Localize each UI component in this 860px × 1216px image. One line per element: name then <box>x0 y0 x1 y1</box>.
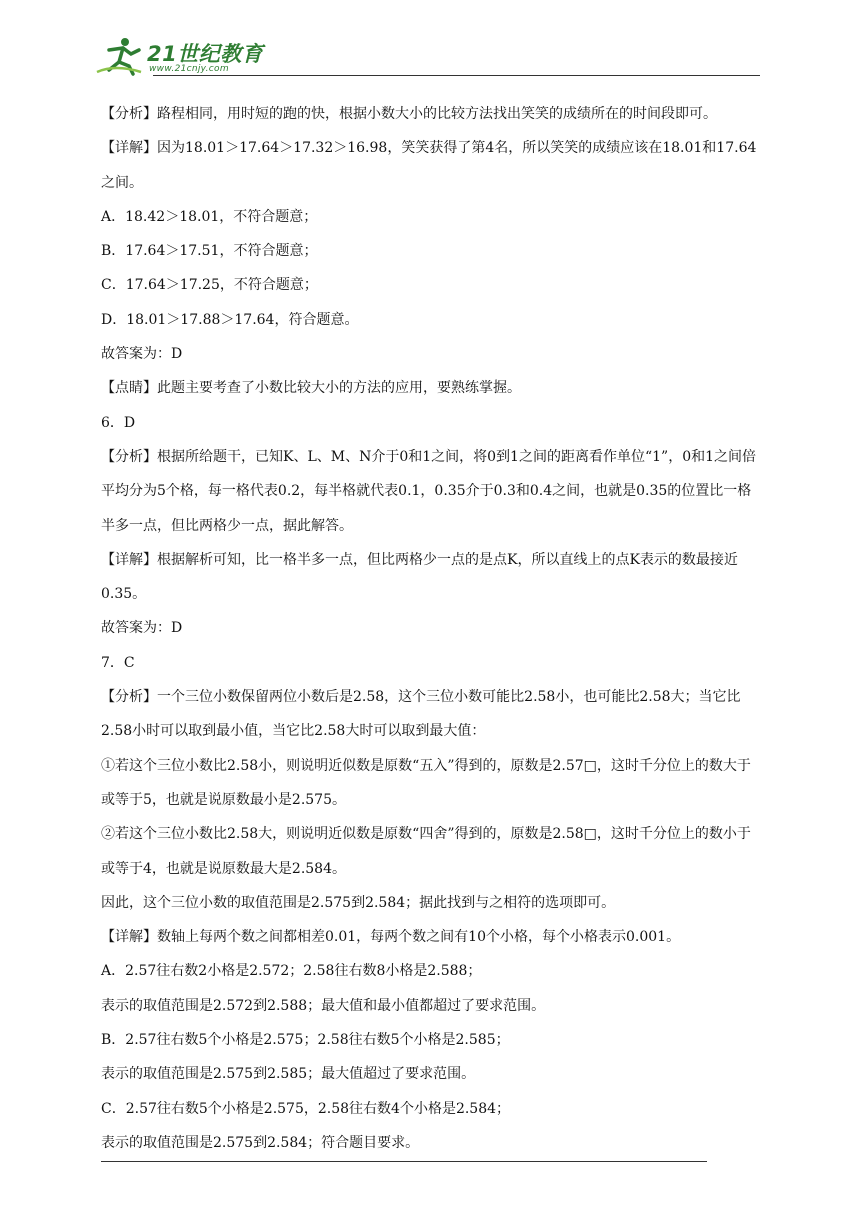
logo-text: 21世纪教育 <box>147 42 264 66</box>
paragraph: 【点睛】此题主要考查了小数比较大小的方法的应用，要熟练掌握。 <box>101 380 521 397</box>
paragraph: ①若这个三位小数比2.58小，则说明近似数是原数“五入”得到的，原数是2.57□，这时千分位上的数大于或等于5，也就是说原数最小是2.575。 <box>101 757 751 808</box>
footer-divider <box>101 1161 707 1162</box>
paragraph: 【分析】根据所给题干，已知K、L、M、N介于0和1之间，将0到1之间的距离看作单位“1”，0和1之间倍平均分为5个格，每一格代表0.2，每半格就代表0.1，0.35介于0.3和0.4之间，也就是0.35的位置比一格半多一点，但比两格少一点，据此解答。 <box>101 448 757 534</box>
logo <box>95 34 265 78</box>
paragraph: 表示的取值范围是2.575到2.585；最大值超过了要求范围。 <box>101 1066 476 1083</box>
paragraph: 【分析】一个三位小数保留两位小数后是2.58，这个三位小数可能比2.58小，也可能比2.58大；当它比2.58小时可以取到最小值，当它比2.58大时可以取到最大值： <box>101 689 741 740</box>
question-number: 6．D <box>101 414 136 431</box>
paragraph: C．17.64＞17.25，不符合题意； <box>101 277 318 294</box>
runner-logo-icon <box>95 36 145 76</box>
paragraph: D．18.01＞17.88＞17.64，符合题意。 <box>101 311 359 328</box>
paragraph: 故答案为：D <box>101 620 183 637</box>
document-body <box>101 97 761 1160</box>
paragraph: 【分析】路程相同，用时短的跑的快，根据小数大小的比较方法找出笑笑的成绩所在的时间段即可。 <box>101 106 717 122</box>
question-number: 7．C <box>101 654 135 671</box>
paragraph: 故答案为：D <box>101 346 183 363</box>
paragraph: 【详解】数轴上每两个数之间都相差0.01，每两个数之间有10个小格，每个小格表示0.001。 <box>101 929 681 946</box>
paragraph: ②若这个三位小数比2.58大，则说明近似数是原数“四舍”得到的，原数是2.58□，这时千分位上的数小于或等于4，也就是说原数最大是2.584。 <box>101 826 751 877</box>
paragraph: C．2.57往右数5个小格是2.575，2.58往右数4个小格是2.584； <box>101 1100 511 1117</box>
page-header <box>95 34 760 78</box>
paragraph: A．18.42＞18.01，不符合题意； <box>101 208 318 225</box>
paragraph: A．2.57往右数2小格是2.572；2.58往右数8小格是2.588； <box>101 963 482 980</box>
paragraph: B．2.57往右数5个小格是2.575；2.58往右数5个小格是2.585； <box>101 1032 510 1049</box>
paragraph: 【详解】因为18.01＞17.64＞17.32＞16.98，笑笑获得了第4名，所以笑笑的成绩应该在18.01和17.64之间。 <box>101 140 757 191</box>
paragraph: 【详解】根据解析可知，比一格半多一点，但比两格少一点的是点K，所以直线上的点K表示的数最接近0.35。 <box>101 551 738 603</box>
logo-url-text: www.21cnjy.com <box>149 64 229 74</box>
header-divider <box>153 75 760 76</box>
paragraph: 因此，这个三位小数的取值范围是2.575到2.584；据此找到与之相符的选项即可。 <box>101 894 616 911</box>
paragraph: B．17.64＞17.51，不符合题意； <box>101 243 318 260</box>
paragraph: 表示的取值范围是2.572到2.588；最大值和最小值都超过了要求范围。 <box>101 997 546 1014</box>
paragraph: 表示的取值范围是2.575到2.584；符合题目要求。 <box>101 1134 420 1151</box>
